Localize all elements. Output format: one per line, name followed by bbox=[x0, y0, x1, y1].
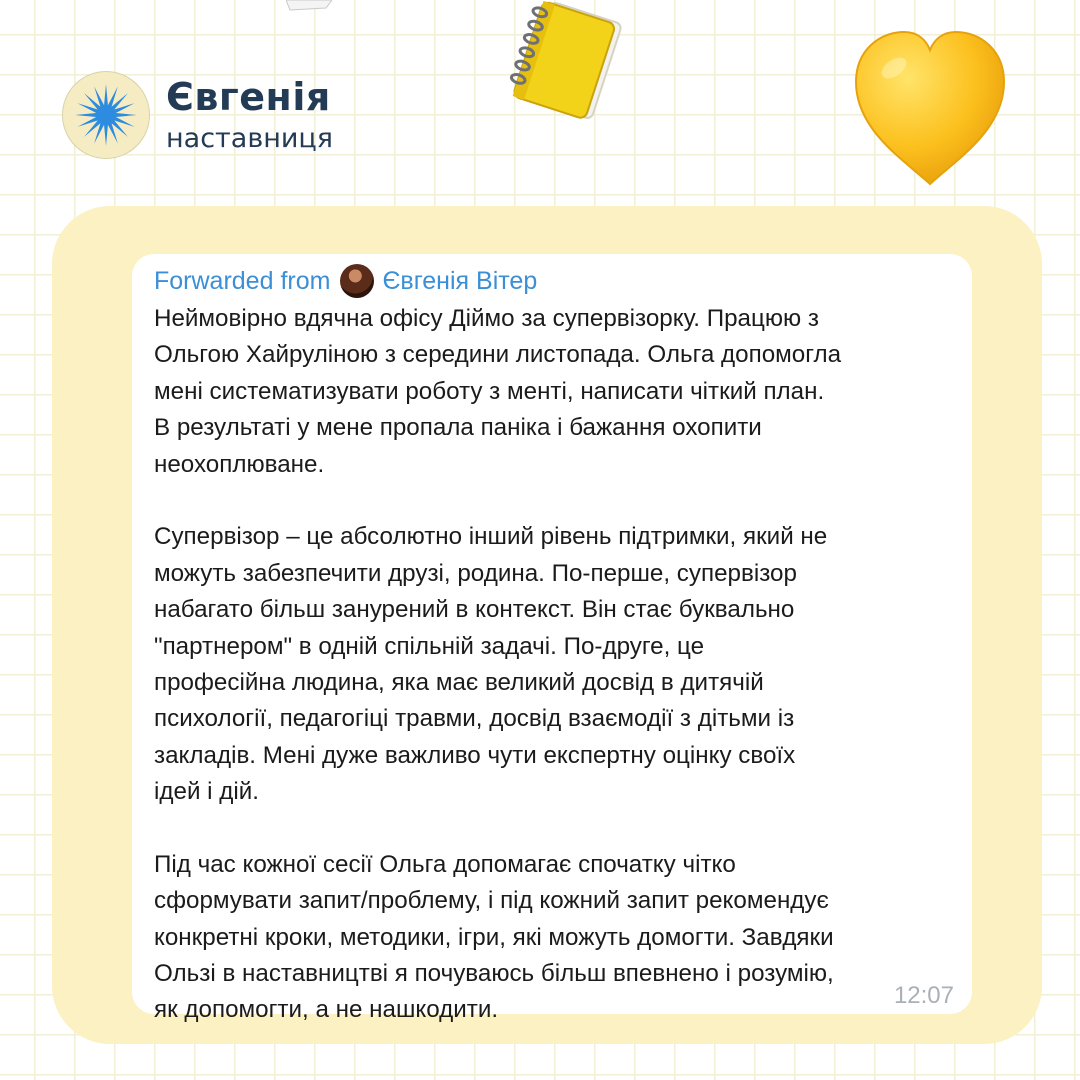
message-line: конкретні кроки, методики, ігри, які можуть домогти. Завдяки bbox=[154, 923, 834, 951]
message-line: сформувати запит/проблему, і під кожний запит рекомендує bbox=[154, 887, 829, 915]
message-line: ідей і дій. bbox=[154, 778, 259, 806]
paragraph-spacer bbox=[154, 483, 954, 519]
yellow-notebook-icon bbox=[495, 0, 630, 131]
message-line: закладів. Мені дуже важливо чути експертну оцінку своїх bbox=[154, 741, 796, 769]
message-line: неохоплюване. bbox=[154, 450, 325, 478]
message-timestamp: 12:07 bbox=[893, 982, 954, 1009]
message-line: Під час кожної сесії Ольга допомагає спочатку чітко bbox=[154, 850, 736, 878]
yellow-heart-icon bbox=[852, 28, 1008, 188]
paper-sheet-icon bbox=[286, 0, 332, 12]
message-line: психології, педагогіці травми, досвід взаємодії з дітьми із bbox=[154, 705, 795, 733]
message-line: професійна людина, яка має великий досвід в дитячій bbox=[154, 668, 764, 696]
profile-header bbox=[62, 70, 333, 160]
message-line: набагато більш занурений в контекст. Він стає буквально bbox=[154, 596, 795, 624]
forwarded-header[interactable] bbox=[154, 264, 537, 298]
title-block bbox=[166, 75, 333, 155]
message-line: як допомогти, а не нашкодити. bbox=[154, 996, 499, 1024]
page-title: Євгенія bbox=[166, 75, 331, 119]
message-bubble bbox=[132, 254, 972, 1024]
message-line: мені систематизувати роботу з менті, написати чіткий план. bbox=[154, 377, 825, 405]
message-text bbox=[154, 301, 954, 1029]
author-avatar[interactable] bbox=[340, 264, 374, 298]
message-line: Неймовірно вдячна офісу Діймо за супервізорку. Працюю з bbox=[154, 305, 819, 332]
message-line: можуть забезпечити друзі, родина. По-перше, супервізор bbox=[154, 559, 797, 587]
message-line: Ользі в наставництві я почуваюсь більш впевнено і розумію, bbox=[154, 960, 834, 988]
message-line: В результаті у мене пропала паніка і бажання охопити bbox=[154, 414, 762, 442]
message-line: "партнером" в одній спільній задачі. По-друге, це bbox=[154, 632, 705, 660]
avatar bbox=[62, 71, 150, 159]
message-line: Супервізор – це абсолютно інший рівень підтримки, який не bbox=[154, 523, 828, 551]
message-line: Ольгою Хайруліною з середини листопада. Ольга допомогла bbox=[154, 341, 842, 369]
paragraph-spacer bbox=[154, 810, 954, 846]
author-name[interactable]: Євгенія Вітер bbox=[382, 266, 538, 295]
blue-star-icon bbox=[73, 82, 139, 148]
subtitle-role: наставниця bbox=[166, 123, 334, 154]
forwarded-label: Forwarded from bbox=[154, 266, 331, 295]
